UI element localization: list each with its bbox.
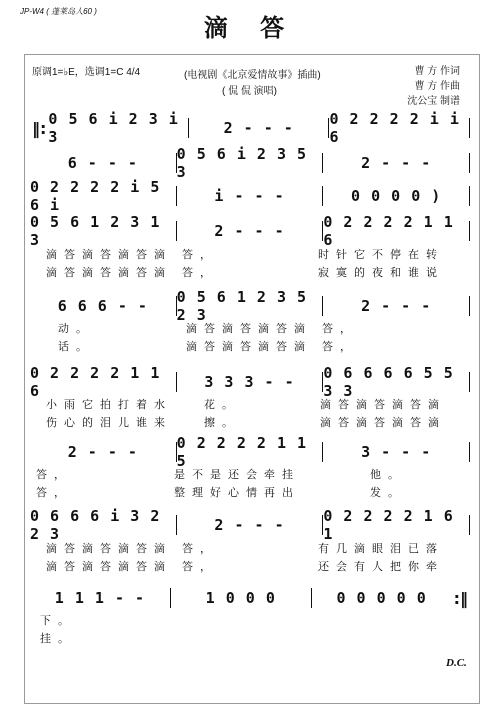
- lyric-line: 整理好心情再出: [174, 487, 300, 499]
- lyric-line: 滴答滴答滴答滴 答，: [46, 543, 219, 555]
- bar: 0 2 2 2 2 i i 6: [329, 110, 460, 146]
- lyric-line: 滴答滴答滴答滴 答，: [46, 249, 219, 261]
- lyric-line: 滴答滴答滴答滴 答，: [186, 323, 359, 335]
- bar: 0 2 2 2 2 1 6 1: [323, 507, 454, 543]
- bar: 0 5 6 1 2 3 5 2 3: [176, 288, 308, 324]
- lyric-line: 伤心的泪儿谁来: [46, 417, 172, 429]
- score-line-2: [30, 145, 470, 181]
- barline: [469, 442, 470, 462]
- lyric-line: 滴答滴答滴答滴: [320, 399, 446, 411]
- lyric-line: 答，: [36, 487, 72, 499]
- lyric-line: 话。: [58, 341, 94, 353]
- bar: 0 0 0 0 0: [336, 589, 427, 607]
- bar: 0 2 2 2 2 1 1 6: [30, 364, 161, 400]
- lyric-line: 滴答滴答滴答滴 答，: [46, 267, 219, 279]
- bar: i - - -: [214, 187, 285, 205]
- lyric-line: 发。: [370, 487, 406, 499]
- bar: 0 6 6 6 i 3 2 2 3: [30, 507, 161, 543]
- bar: 6 - - -: [67, 154, 138, 172]
- repeat-end: :‖: [453, 588, 468, 608]
- barline: [469, 153, 470, 173]
- bar: 1 1 1 - -: [54, 589, 146, 607]
- barline: [469, 372, 470, 392]
- bar: 1 0 0 0: [205, 589, 276, 607]
- barline: [469, 186, 470, 206]
- lyric-line: 他。: [370, 469, 406, 481]
- bar: 2 - - -: [67, 443, 138, 461]
- arranger: 沈公宝 制谱: [407, 96, 460, 107]
- lyric-line: 是不是还会牵挂: [174, 469, 300, 481]
- barline: [469, 296, 470, 316]
- score-line-8: [30, 507, 470, 543]
- bar: 0 5 6 i 2 3 i 3: [48, 110, 179, 146]
- lyric-line: 动。: [58, 323, 94, 335]
- bar: 2 - - -: [223, 119, 294, 137]
- lyric-line: 时针它不停在转: [318, 249, 444, 261]
- score-line-6: [30, 364, 470, 400]
- lyric-line: 滴答滴答滴答滴 答，: [46, 561, 219, 573]
- lyric-line: 滴答滴答滴答滴: [320, 417, 446, 429]
- subtitle: (电视剧《北京爱情故事》插曲): [184, 70, 321, 81]
- bar: 0 5 6 1 2 3 1 3: [30, 213, 161, 249]
- lyric-line: 答，: [36, 469, 72, 481]
- lyric-line: 擦。: [204, 417, 240, 429]
- lyric-line: 滴答滴答滴答滴 答，: [186, 341, 359, 353]
- lyric-line: 有几滴眼泪已落: [318, 543, 444, 555]
- barline: [469, 221, 470, 241]
- bar: 3 - - -: [361, 443, 432, 461]
- bar: 0 2 2 2 2 1 1 5: [176, 434, 308, 470]
- bar: 6 6 6 - -: [57, 297, 148, 315]
- score-line-9: [30, 588, 470, 608]
- song-title: 滴 答: [203, 14, 297, 42]
- score-line-7: [30, 434, 470, 470]
- score-line-3: [30, 178, 470, 214]
- composer: 曹 方 作曲: [414, 81, 460, 92]
- bar: 3 3 3 - -: [204, 373, 295, 391]
- barline: [469, 515, 470, 535]
- barline: [469, 118, 470, 138]
- score-line-1: [30, 110, 470, 146]
- repeat-start: ‖:: [32, 118, 47, 138]
- lyric-line: 寂寞的夜和谁说: [318, 267, 444, 279]
- bar: 2 - - -: [214, 222, 285, 240]
- lyric-line: 小雨它拍打着水: [46, 399, 172, 411]
- lyric-line: 挂。: [40, 633, 76, 645]
- bar: 0 5 6 i 2 3 5 3: [176, 145, 308, 181]
- bar: 0 0 0 0 ): [351, 187, 442, 205]
- score-line-5: [30, 288, 470, 324]
- bar: 2 - - -: [361, 154, 432, 172]
- bar: 0 2 2 2 2 i 5 6 i: [30, 178, 161, 214]
- bar: 2 - - -: [214, 516, 285, 534]
- lyric-line: 花。: [204, 399, 240, 411]
- score-line-4: [30, 213, 470, 249]
- singer: ( 侃 侃 演唱): [222, 86, 277, 97]
- bar: 2 - - -: [361, 297, 432, 315]
- lyric-line: 下。: [40, 615, 76, 627]
- bar: 0 2 2 2 2 1 1 6: [323, 213, 454, 249]
- key-info: 原调1=♭E，选调1=C 4/4: [32, 67, 141, 78]
- lyricist: 曹 方 作词: [414, 66, 460, 77]
- lyric-line: 还会有人把你牵: [318, 561, 444, 573]
- credits: [374, 64, 460, 109]
- score-id: JP-W4 ( 蓬莱岛人60 ): [20, 7, 97, 16]
- bar: 0 6 6 6 6 5 5 3 3: [323, 364, 454, 400]
- da-capo-mark: D.C.: [446, 657, 467, 669]
